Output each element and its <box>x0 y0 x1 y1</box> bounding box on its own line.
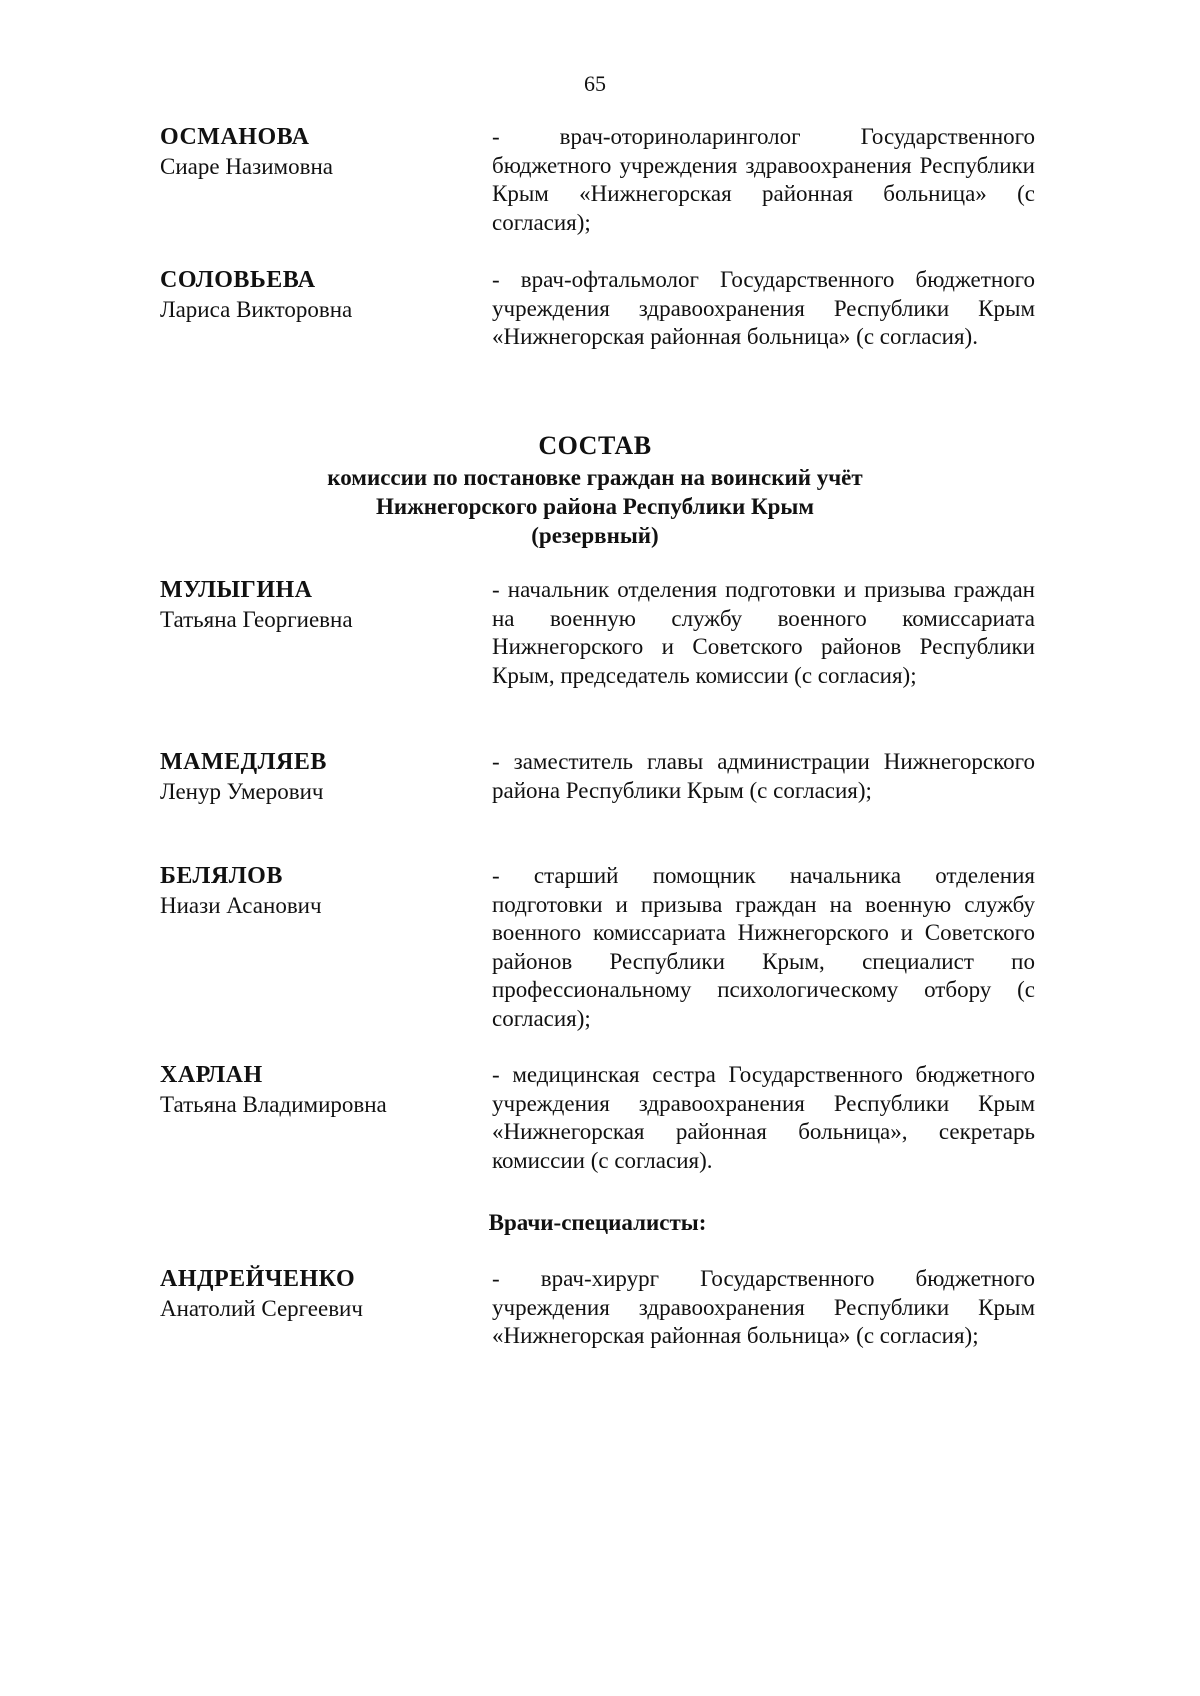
page-number: 65 <box>584 71 606 96</box>
person-name <box>160 1061 480 1119</box>
section-title: СОСТАВ <box>538 431 652 460</box>
position-description: - врач-оториноларинголог Государственного бюджетного учреждения здравоохранения Республики Крым «Нижнегорская районная больница» (с согласия); <box>492 124 1035 235</box>
section-subtitle-line-3: (резервный) <box>531 523 659 548</box>
position-description: - заместитель главы администрации Нижнегорского района Республики Крым (с согласия); <box>492 749 1035 803</box>
given-names: Анатолий Сергеевич <box>160 1296 363 1321</box>
person-name <box>160 576 480 634</box>
position-description: - начальник отделения подготовки и призыва граждан на военную службу военного комиссариата Нижнегорского и Советского районов Республики Крым, председатель комиссии (с согласия); <box>492 577 1035 688</box>
surname: БЕЛЯЛОВ <box>160 863 283 889</box>
person-name <box>160 266 480 324</box>
surname: МУЛЫГИНА <box>160 577 313 603</box>
given-names: Сиаре Назимовна <box>160 154 333 179</box>
given-names: Лариса Викторовна <box>160 297 353 322</box>
given-names: Ниази Асанович <box>160 893 322 918</box>
given-names: Татьяна Георгиевна <box>160 607 353 632</box>
surname: СОЛОВЬЕВА <box>160 267 316 293</box>
surname: МАМЕДЛЯЕВ <box>160 749 327 775</box>
person-name <box>160 1265 480 1323</box>
position-description: - медицинская сестра Государственного бюджетного учреждения здравоохранения Республики Крым «Нижнегорская районная больница», секретарь комиссии (с согласия). <box>492 1062 1035 1173</box>
person-name <box>160 862 480 920</box>
specialists-heading: Врачи-специалисты: <box>488 1210 707 1235</box>
person-name <box>160 123 480 181</box>
section-subtitle-line-2: Нижнегорского района Республики Крым <box>375 494 815 519</box>
section-subtitle-line-1: комиссии по постановке граждан на воинский учёт <box>327 465 863 490</box>
given-names: Татьяна Владимировна <box>160 1092 387 1117</box>
surname: ОСМАНОВА <box>160 124 310 150</box>
position-description: - врач-хирург Государственного бюджетного учреждения здравоохранения Республики Крым «Нижнегорская районная больница» (с согласия); <box>492 1266 1035 1348</box>
position-description: - врач-офтальмолог Государственного бюджетного учреждения здравоохранения Республики Крым «Нижнегорская районная больница» (с согласия). <box>492 267 1035 349</box>
position-description: - старший помощник начальника отделения подготовки и призыва граждан на военную службу военного комиссариата Нижнегорского и Советского районов Республики Крым, специалист по профессиональному психологическому отбору (с согласия); <box>492 863 1035 1031</box>
person-name <box>160 748 480 806</box>
surname: ХАРЛАН <box>160 1062 263 1088</box>
given-names: Ленур Умерович <box>160 779 324 804</box>
surname: АНДРЕЙЧЕНКО <box>160 1266 356 1292</box>
